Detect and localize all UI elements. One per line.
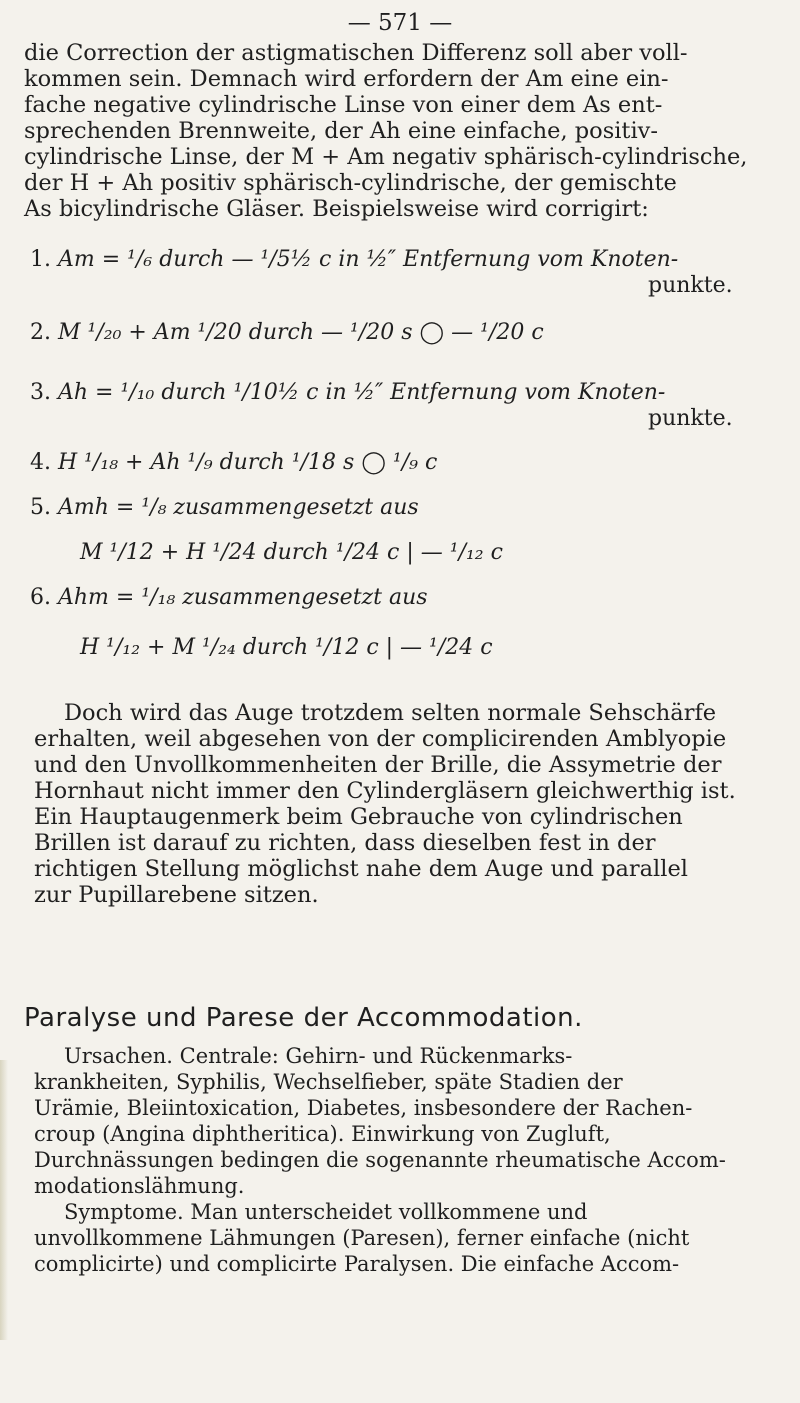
formula-2	[30, 320, 544, 345]
text-line: Hornhaut nicht immer den Cylindergläsern gleichwerthig ist.	[34, 778, 736, 804]
formula-number: 3.	[30, 380, 51, 405]
text-line: kommen sein. Demnach wird erfordern der Am eine ein-	[24, 66, 669, 92]
text-line: Ein Hauptaugenmerk beim Gebrauche von cylindrischen	[34, 804, 683, 830]
formula-1	[30, 247, 678, 272]
page-number: — 571 —	[347, 10, 453, 36]
formula-text: Ah = ¹/₁₀ durch ¹/10½ c in ½″ Entfernung vom Knoten-	[58, 380, 666, 405]
formula-3	[30, 380, 665, 405]
text-line: complicirte) und complicirte Paralysen. Die einfache Accom-	[34, 1252, 680, 1276]
formula-3-continuation: punkte.	[648, 406, 733, 431]
paragraph-sehschaerfe	[34, 700, 770, 908]
formula-4	[30, 450, 437, 475]
text-line: zur Pupillarebene sitzen.	[34, 882, 319, 908]
formula-text: Amh = ¹/₈ zusammengesetzt aus	[58, 495, 419, 520]
formula-text: H ¹/₁₈ + Ah ¹/₉ durch ¹/18 s ◯ ¹/₉ c	[58, 450, 438, 475]
text-line: Ursachen. Centrale: Gehirn- und Rückenmarks-	[64, 1044, 573, 1068]
text-line: unvollkommene Lähmungen (Paresen), ferner einfache (nicht	[34, 1226, 690, 1250]
formula-1-continuation: punkte.	[648, 273, 733, 298]
text-line: Doch wird das Auge trotzdem selten normale Sehschärfe	[64, 700, 717, 726]
text-line: Durchnässungen bedingen die sogenannte rheumatische Accom-	[34, 1148, 726, 1172]
text-line: Urämie, Bleiintoxication, Diabetes, insbesondere der Rachen-	[34, 1096, 693, 1120]
formula-number: 6.	[30, 585, 51, 610]
formula-text: H ¹/₁₂ + M ¹/₂₄ durch ¹/12 c | — ¹/24 c	[80, 635, 493, 660]
formula-6	[30, 585, 428, 610]
text-line: die Correction der astigmatischen Differenz soll aber voll-	[24, 40, 688, 66]
formula-number: 5.	[30, 495, 51, 520]
text-line: croup (Angina diphtheritica). Einwirkung von Zugluft,	[34, 1122, 611, 1146]
text-line: sprechenden Brennweite, der Ah eine einfache, positiv-	[24, 118, 658, 144]
binding-shadow	[0, 1060, 8, 1340]
text-line: der H + Ah positiv sphärisch-cylindrische, der gemischte	[24, 170, 677, 196]
formula-6-components	[80, 635, 493, 660]
formula-5	[30, 495, 419, 520]
formula-text: Am = ¹/₆ durch — ¹/5½ c in ½″ Entfernung vom Knoten-	[58, 247, 679, 272]
formula-number: 4.	[30, 450, 51, 475]
text-line: krankheiten, Syphilis, Wechselfieber, späte Stadien der	[34, 1070, 623, 1094]
text-line: Brillen ist darauf zu richten, dass dieselben fest in der	[34, 830, 656, 856]
formula-number: 1.	[30, 247, 51, 272]
section-title: Paralyse und Parese der Accommodation.	[24, 1003, 583, 1033]
text-line: As bicylindrische Gläser. Beispielsweise wird corrigirt:	[24, 196, 649, 222]
text-line: und den Unvollkommenheiten der Brille, die Assymetrie der	[34, 752, 722, 778]
intro-paragraph	[24, 40, 770, 222]
text-line: richtigen Stellung möglichst nahe dem Auge und parallel	[34, 856, 688, 882]
formula-text: M ¹/12 + H ¹/24 durch ¹/24 c | — ¹/₁₂ c	[80, 540, 503, 565]
formula-number: 2.	[30, 320, 51, 345]
formula-text: M ¹/₂₀ + Am ¹/20 durch — ¹/20 s ◯ — ¹/20 c	[58, 320, 544, 345]
text-line: cylindrische Linse, der M + Am negativ sphärisch-cylindrische,	[24, 144, 748, 170]
formula-text: Ahm = ¹/₁₈ zusammengesetzt aus	[58, 585, 428, 610]
text-line: erhalten, weil abgesehen von der complicirenden Amblyopie	[34, 726, 727, 752]
section-body	[34, 1043, 770, 1277]
text-line: Symptome. Man unterscheidet vollkommene und	[64, 1200, 588, 1224]
text-line: modationslähmung.	[34, 1174, 245, 1198]
formula-5-components	[80, 540, 503, 565]
text-line: fache negative cylindrische Linse von einer dem As ent-	[24, 92, 663, 118]
